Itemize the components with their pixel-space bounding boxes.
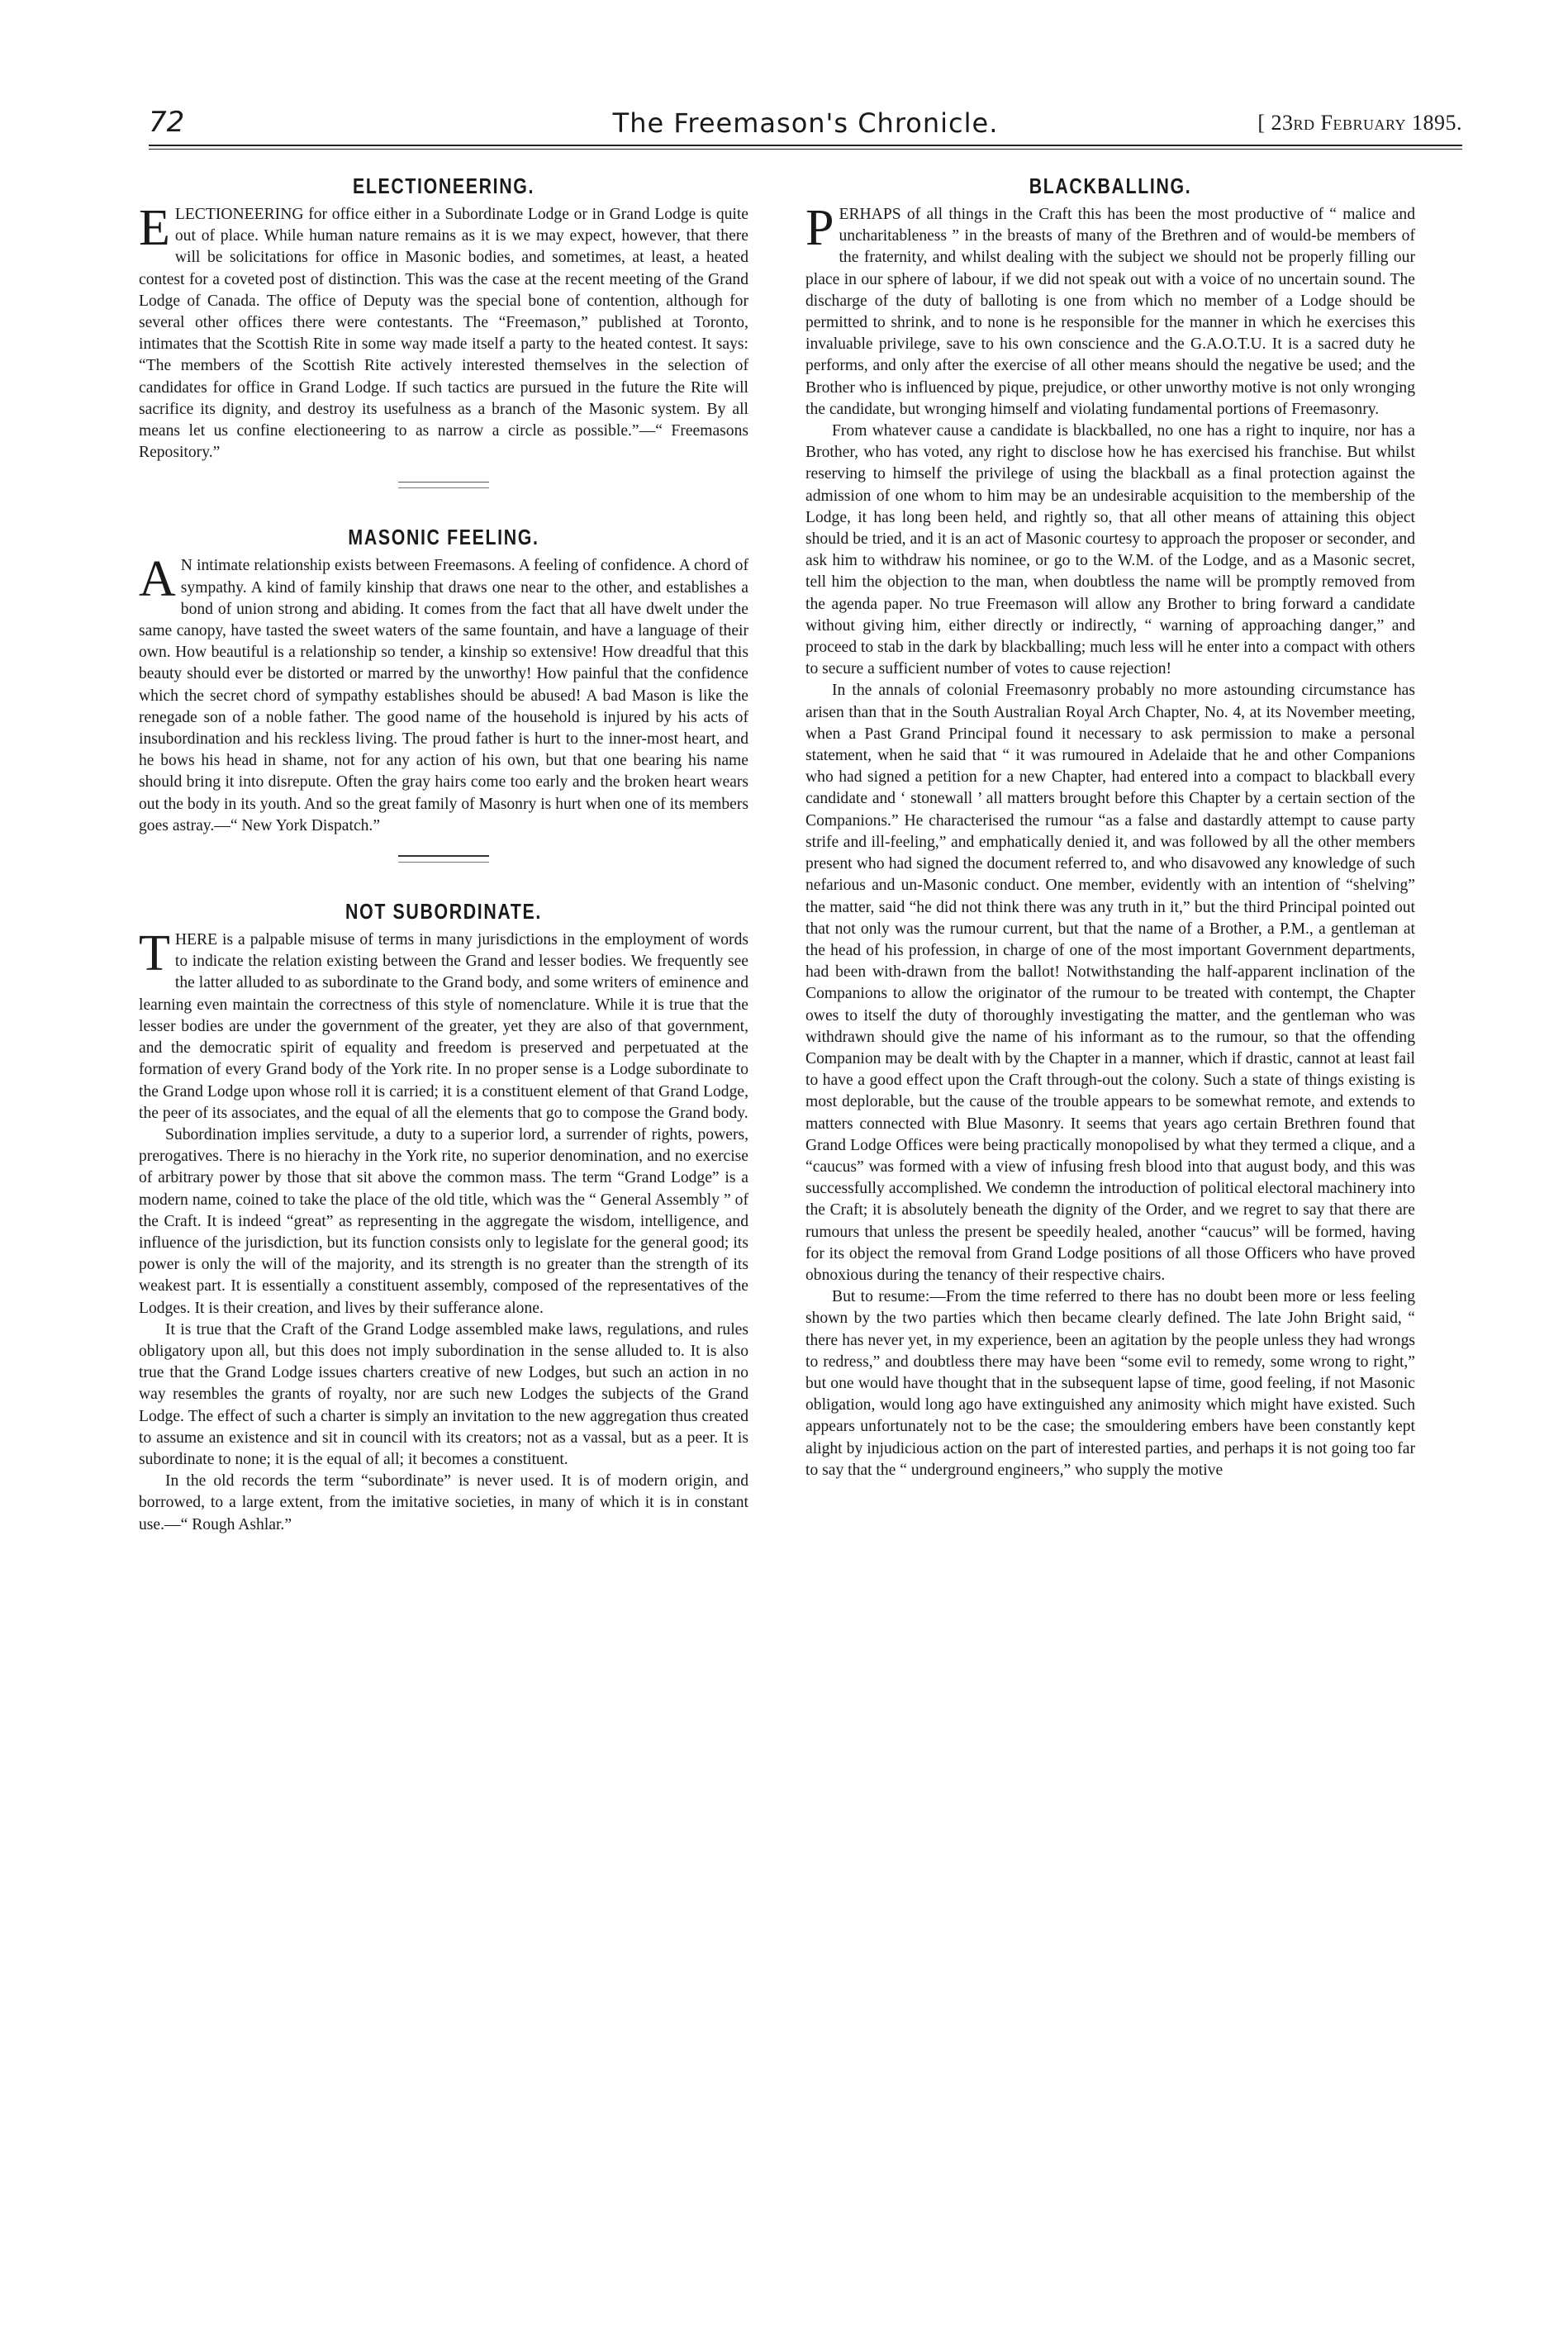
article-heading: MASONIC FEELING.: [348, 525, 539, 550]
header-rule-top: [149, 145, 1462, 146]
article-heading: BLACKBALLING.: [1029, 174, 1192, 198]
left-column: [139, 174, 748, 1536]
drop-cap: E: [139, 200, 170, 256]
article-paragraph: But to resume:—From the time referred to there has no doubt been more or less feeling shown by the two parties which then became clearly defined. The late John Bright said, “ there has never yet, in my experience, been an agitation by the people unless they had wrongs to redress,” and doubtless there may have been “some evil to remedy, some wrong to right,” but one would have thought that in the subsequent lapse of time, good feeling, if not Masonic obligation, would long ago have extinguished any animosity which might have existed. Such appears unfortunately not to be the case; the smouldering embers have been constantly kept alight by injudicious action on the part of interested parties, and perhaps it is not going too far to say that the “ underground engineers,” who supply the motive: [805, 1288, 1415, 1479]
drop-cap: T: [139, 925, 170, 982]
article-paragraph: ELECTIONEERING for office either in a Subordinate Lodge or in Grand Lodge is quite out of place. While human nature remains as it is we may expect, however, that there will be solicitations for office in Masonic bodies, and sometimes, at least, a heated contest for a coveted post of distinction. This was the case at the recent meeting of the Grand Lodge of Canada. The office of Deputy was the special bone of contention, although for several other offices there were contestants. The “Freemason,” published at Toronto, intimates that the Scottish Rite in some way made itself a party to the heated contest. It says: “The members of the Scottish Rite actively interested themselves in the selection of candidates for office in Grand Lodge. If such tactics are pursued in the future the Rite will sacrifice its dignity, and destroy its usefulness as a branch of the Masonic system. By all means let us confine electioneering to as narrow a circle as possible.”—“ Freemasons Repository.”: [139, 200, 748, 462]
article-paragraph: In the old records the term “subordinate” is never used. It is of modern origin, and borrowed, to a large extent, from the imitative societies, in many of which it is in constant use.—“ Rough Ashlar.”: [139, 1472, 748, 1533]
article-paragraph: PERHAPS of all things in the Craft this has been the most productive of “ malice and uncharitableness ” in the breasts of many of the Brethren and of would-be members of the fraternity, and whilst dealing with the subject we should not be properly filling our place in our sphere of labour, if we did not speak out with a voice of no uncertain sound. The discharge of the duty of balloting is one from which no member of a Lodge should be permitted to shrink, and to none is he responsible for the manner in which he exercises this invaluable privilege, save to his own conscience and the G.A.O.T.U. It is a sacred duty he performs, and only after the exercise of all other means should the negative be used; and the Brother who is influenced by pique, prejudice, or other unworthy motive is not only wronging the candidate, but wronging himself and violating fundamental portions of Freemasonry.: [805, 200, 1415, 418]
article-masonic-feeling: [139, 525, 748, 837]
article-electioneering: [139, 174, 748, 464]
masthead: [149, 106, 1462, 139]
page-number: 72: [149, 106, 185, 139]
publication-title: The Freemason's Chronicle.: [612, 107, 999, 139]
drop-cap: P: [805, 200, 834, 256]
issue-date: [ 23rd February 1895.: [1257, 111, 1462, 135]
header-rule-bottom: [149, 149, 1462, 150]
section-separator: [398, 855, 489, 863]
article-paragraph: Subordination implies servitude, a duty to a superior lord, a surrender of rights, powers, prerogatives. There is no hierachy in the York rite, no superior denomination, and no exercise of arbitrary power by those that sit above the common mass. The term “Grand Lodge” is a modern name, coined to take the place of the old title, which was the “ General Assembly ” of the Craft. It is indeed “great” as representing in the aggregate the wisdom, intelligence, and influence of the jurisdiction, but its function consists only to legislate for the general good; its power is only the will of the majority, and its strength is no greater than the strength of its weakest part. It is essentially a constituent assembly, composed of the representatives of the Lodges. It is their creation, and lives by their sufferance alone.: [139, 1125, 748, 1317]
article-not-subordinate: [139, 899, 748, 1536]
article-heading: ELECTIONEERING.: [352, 174, 535, 198]
article-paragraph: A N intimate relationship exists between Freemasons. A feeling of confidence. A chord of sympathy. A kind of family kinship that draws one near to the other, and establishes a bond of union strong and abiding. It comes from the fact that all have dwelt under the same canopy, have tasted the sweet waters of the same fountain, and have a language of their own. How beautiful is a relationship so tender, a kinship so extensive! How dreadful that this beauty should ever be distorted or marred by the unworthy! How painful that the confidence which the secret chord of sympathy establishes should be abused! A bad Mason is like the renegade son of a noble father. The good name of the household is injured by his acts of insubordination and his reckless living. The proud father is hurt to the inner-most heart, and he bows his head in shame, not for any action of his own, but that one bearing his name should bring it into disrepute. Often the gray hairs come too early and the broken heart wears out the body in its youth. And so the great family of Masonry is hurt when one of its members goes astray.—“ New York Dispatch.”: [139, 551, 748, 834]
article-paragraph: In the annals of colonial Freemasonry probably no more astounding circumstance has arisen than that in the South Australian Royal Arch Chapter, No. 4, at its November meeting, when a Past Grand Principal found it necessary to ask permission to make a personal statement, when he said that “ it was rumoured in Adelaide that he and other Companions who had signed a petition for a new Chapter, had entered into a compact to blackball every candidate and ‘ stonewall ’ all matters brought before this Chapter by a certain section of the Companions.” He characterised the rumour “as a false and dastardly attempt to cause party strife and ill-feeling,” and emphatically denied it, and was followed by all the other members present who had signed the document referred to, and who disavowed any knowledge of such nefarious and un-Masonic conduct. One member, evidently with an intention of “shelving” the matter, said “he did not think there was any truth in it,” but the third Principal pointed out that not only was the rumour current, but that the name of a Brother, a P.M., a gentleman at the head of his profession, in charge of one of the most important Government departments, had been with-drawn from the ballot! Notwithstanding the half-apparent inclination of the Companions to allow the originator of the rumour to be treated with contempt, the Chapter owes to itself the duty of thoroughly investigating the matter, and the gentleman who was withdrawn should give the name of his informant as to the rumour, so that the offending Companion may be dealt with by the Chapter in a manner, which if drastic, cannot at least fail to have a good effect upon the Craft through-out the colony. Such a state of things existing is most deplorable, but the cause of the trouble appears to be somewhat remote, and extends to matters connected with Blue Masonry. It seems that years ago certain Brethren found that Grand Lodge Offices were being practically monopolised by what they termed a clique, and a “caucus” was formed with a view of infusing fresh blood into that august body, and this was successfully accomplished. We condemn the introduction of political electoral machinery into the Craft; it is absolutely beneath the dignity of the Order, and we regret to say that there are rumours that unless the present be speedily healed, another “caucus” will be formed, having for its object the removal from Grand Lodge positions of all those Officers who have proved obnoxious during the tenancy of their respective chairs.: [805, 682, 1415, 1284]
article-paragraph: From whatever cause a candidate is blackballed, no one has a right to inquire, nor has a Brother, who has voted, any right to disclose how he has exercised his franchise. But whilst reserving to himself the privilege of using the blackball as a final protection against the admission of one whom to him may be an undesirable acquisition to the membership of the Lodge, it has long been held, and rightly so, that all other means of attaining this object should be tried, and it is an act of Masonic courtesy to approach the proposer or seconder, and ask him to withdraw his nominee, or go to the W.M. of the Lodge, and as a Masonic secret, tell him the objection to the man, when doubtless the name will be promptly removed from the agenda paper. No true Freemason will allow any Brother to bring forward a candidate without giving him, either directly or indirectly, “ warning of approaching danger,” and proceed to stab in the dark by blackballing; much less will he enter into a compact with others to secure a sufficient number of votes to cause rejection!: [805, 422, 1415, 678]
drop-cap: A: [139, 551, 176, 608]
article-paragraph: It is true that the Craft of the Grand Lodge assembled make laws, regulations, and rules obligatory upon all, but this does not imply subordination in the sense alluded to. It is also true that the Grand Lodge issues charters creative of new Lodges, but such an action in no way resembles the grants of royalty, nor are such new Lodges the subjects of the Grand Lodge. The effect of such a charter is simply an invitation to the new aggregation thus created to assume an existence and sit in council with its creators; not as a vassal, but as a peer. It is subordinate to none; it is the equal of all; it becomes a constituent.: [139, 1320, 748, 1468]
article-blackballing: [805, 174, 1415, 1481]
section-separator: [398, 482, 489, 488]
article-heading: NOT SUBORDINATE.: [345, 899, 542, 925]
article-paragraph: THERE is a palpable misuse of terms in many jurisdictions in the employment of words to indicate the relation existing between the Grand and lesser bodies. We frequently see the latter alluded to as subordinate to the Grand body, and some writers of eminence and learning even maintain the correctness of this style of nomenclature. While it is true that the lesser bodies are under the government of the greater, yet they are also of that government, and the democratic spirit of equality and freedom is preserved and perpetuated at the formation of every Grand body of the York rite. In no proper sense is a Lodge subordinate to the Grand Lodge upon whose roll it is carried; it is a constituent element of that Grand Lodge, the peer of its associates, and the equal of all the elements that go to compose the Grand body.: [139, 925, 748, 1122]
right-column: [805, 174, 1415, 1481]
